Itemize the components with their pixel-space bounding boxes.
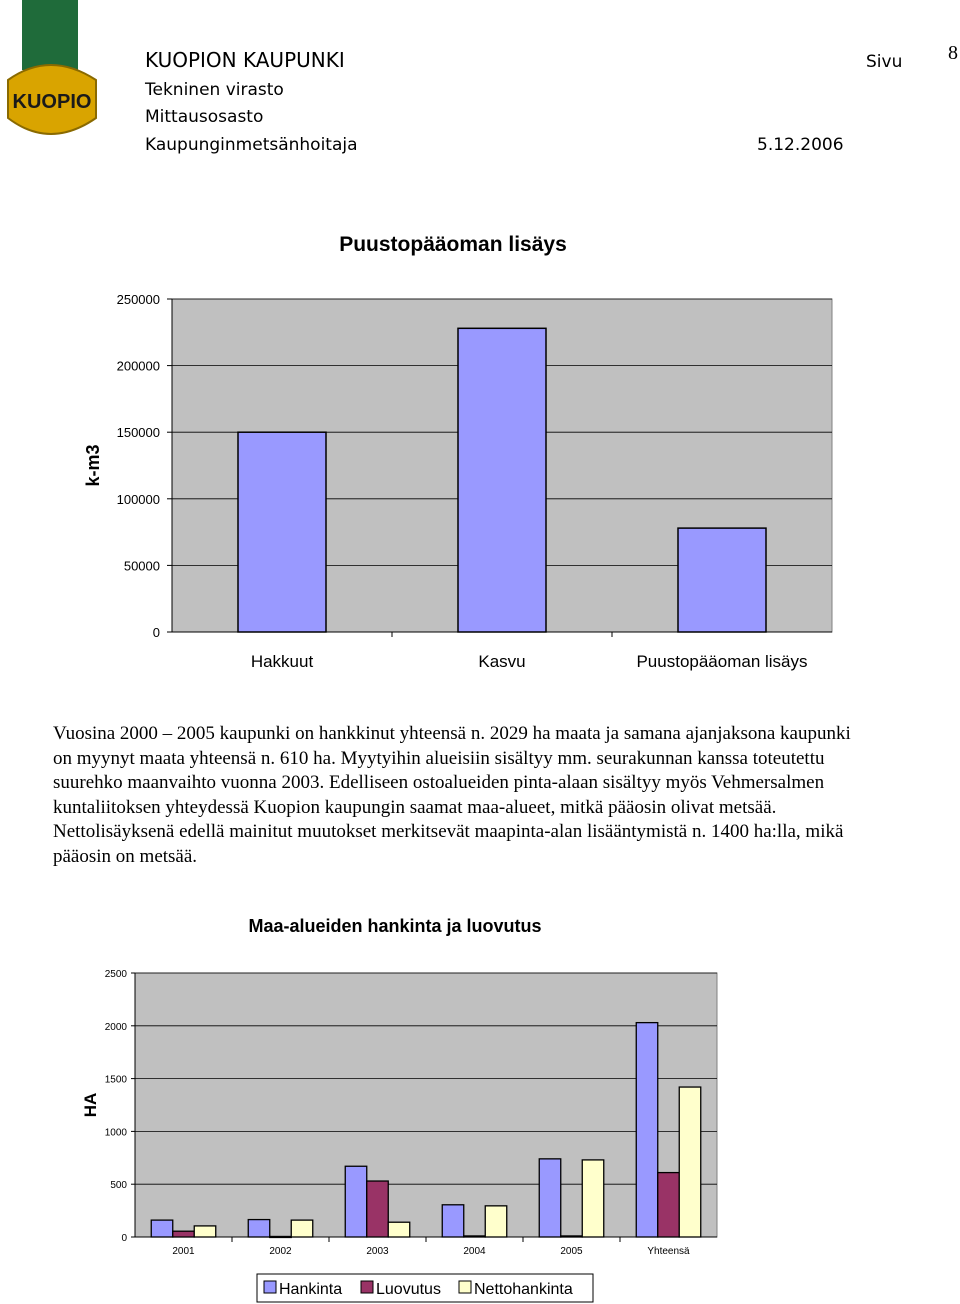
- bar-nettohankinta: [582, 1160, 604, 1237]
- x-tick-label: 2001: [172, 1246, 195, 1257]
- bar-nettohankinta: [291, 1220, 313, 1237]
- page-number: 8: [948, 42, 958, 64]
- bar-hankinta: [151, 1220, 173, 1237]
- logo-text: KUOPIO: [12, 91, 92, 113]
- x-tick-label: Kasvu: [478, 652, 526, 671]
- y-tick-label: 1500: [104, 1074, 127, 1086]
- bar-hankinta: [539, 1159, 561, 1237]
- y-tick-label: 150000: [116, 425, 160, 441]
- organization-name: KUOPION KAUPUNKI: [145, 48, 345, 72]
- legend-label: Nettohankinta: [474, 1281, 573, 1298]
- y-axis-label: HA: [81, 1092, 100, 1118]
- x-tick-label: Puustopääoman lisäys: [636, 652, 808, 671]
- paragraph-line: Vuosina 2000 – 2005 kaupunki on hankkinut yhteensä n. 2029 ha maata ja samana ajanjaksona kaupunki: [53, 723, 851, 744]
- y-tick-label: 0: [152, 625, 160, 640]
- y-tick-label: 1000: [104, 1127, 127, 1139]
- y-tick-label: 500: [110, 1180, 127, 1192]
- body-paragraph: [53, 722, 958, 869]
- paragraph-line: on myynyt maata yhteensä n. 610 ha. Myytyihin alueisiin sisältyy mm. seurakunnan kanssa toteutettu: [53, 747, 825, 769]
- bar-luovutus: [367, 1181, 389, 1237]
- chart-title: Puustopääoman lisäys: [339, 233, 567, 256]
- legend-swatch: [361, 1281, 373, 1293]
- document-date: 5.12.2006: [757, 135, 844, 155]
- y-tick-label: 100000: [116, 491, 160, 507]
- bar: [238, 432, 326, 632]
- bar-luovutus: [173, 1231, 195, 1237]
- x-tick-label: 2003: [366, 1246, 389, 1257]
- kuopio-logo: [0, 0, 110, 145]
- page-label: Sivu: [866, 52, 903, 72]
- x-tick-label: 2004: [463, 1246, 486, 1257]
- chart-title: Maa-alueiden hankinta ja luovutus: [248, 916, 542, 936]
- y-tick-label: 250000: [116, 292, 160, 307]
- bar-hankinta: [345, 1166, 367, 1237]
- x-tick-label: Hakkuut: [250, 652, 314, 671]
- bar-luovutus: [464, 1236, 486, 1237]
- bar-hankinta: [442, 1205, 464, 1237]
- y-tick-label: 2500: [104, 969, 127, 980]
- legend-swatch: [459, 1281, 471, 1293]
- bar: [678, 528, 766, 632]
- y-tick-label: 0: [121, 1233, 127, 1244]
- bar-luovutus: [658, 1173, 680, 1237]
- bar-nettohankinta: [485, 1206, 507, 1237]
- legend-swatch: [264, 1281, 276, 1293]
- paragraph-line: pääosin on metsää.: [53, 845, 198, 867]
- logo-green-band: [22, 0, 78, 70]
- bar-hankinta: [636, 1023, 658, 1237]
- paragraph-line: Nettolisäyksenä edellä mainitut muutokset merkitsevät maapinta-alan lisääntymistä n. 1400 ha:lla, mikä: [53, 821, 844, 842]
- plot-area: [135, 973, 717, 1237]
- author-role: Kaupunginmetsänhoitaja: [145, 135, 358, 155]
- legend-label: Luovutus: [376, 1281, 441, 1298]
- y-axis-label: k-m3: [83, 444, 103, 487]
- bar-nettohankinta: [388, 1222, 410, 1237]
- bar-luovutus: [270, 1236, 292, 1237]
- x-tick-label: Yhteensä: [647, 1246, 690, 1257]
- paragraph-line: kuntaliitoksen yhteydessä Kuopion kaupungin saamat maa-alueet, mitkä pääosin olivat metsää.: [53, 796, 777, 818]
- bar-nettohankinta: [194, 1226, 216, 1237]
- bar-hankinta: [248, 1220, 270, 1237]
- paragraph-line: suurehko maanvaihto vuonna 2003. Edelliseen ostoalueiden pinta-alaan sisältyy myös Vehmersalmen: [53, 772, 825, 793]
- y-tick-label: 200000: [116, 358, 160, 374]
- department-name: Tekninen virasto: [145, 80, 284, 100]
- bar-nettohankinta: [679, 1087, 701, 1237]
- bar: [458, 328, 546, 632]
- y-tick-label: 2000: [104, 1021, 127, 1033]
- x-tick-label: 2005: [560, 1246, 583, 1257]
- chart-maa-alueiden-hankinta: [0, 900, 960, 1304]
- bar-luovutus: [561, 1236, 583, 1237]
- x-tick-label: 2002: [269, 1246, 292, 1257]
- unit-name: Mittausosasto: [145, 107, 264, 127]
- y-tick-label: 50000: [123, 558, 160, 574]
- legend-label: Hankinta: [279, 1281, 343, 1298]
- chart-puustopaaoman-lisays: [0, 220, 960, 690]
